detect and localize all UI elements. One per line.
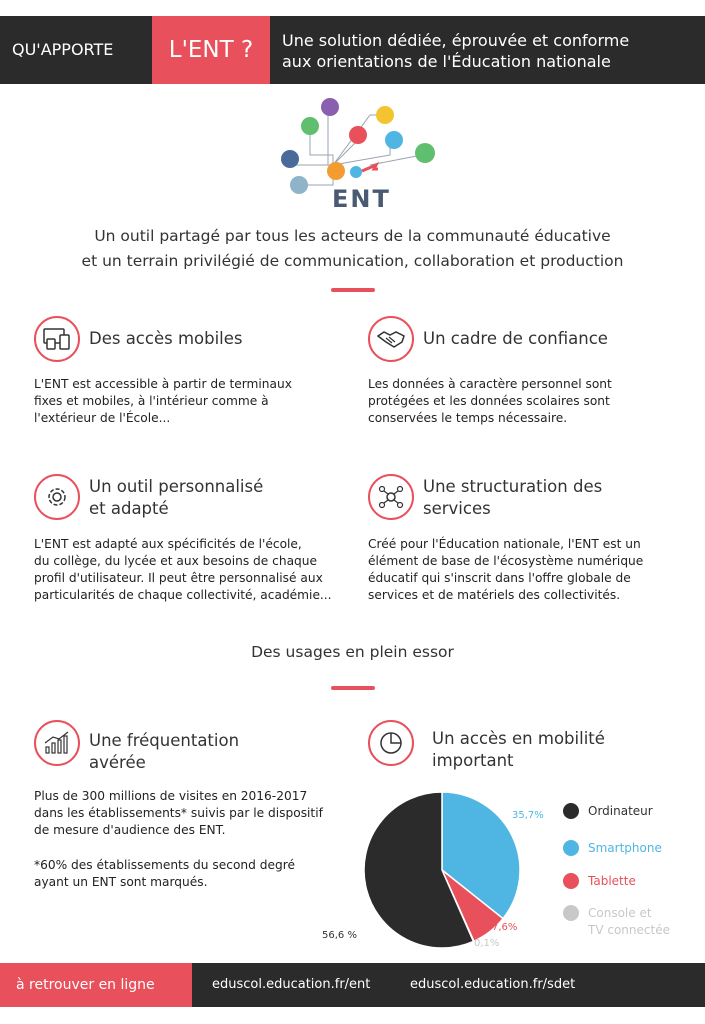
pie-label-console: 0,1% — [474, 938, 500, 949]
mail-icon — [321, 98, 339, 116]
gear-icon — [34, 474, 80, 520]
header-subtitle — [282, 30, 682, 72]
header-highlight: L'ENT ? — [152, 16, 270, 84]
feature-body-line: Les données à caractère personnel sont — [368, 377, 612, 391]
growth-chart-icon — [34, 720, 80, 766]
feature-body-line: services et de matériels des collectivités. — [368, 588, 621, 602]
feature-body-line: l'extérieur de l'École... — [34, 411, 171, 425]
pie-label-tablette: 7,6% — [492, 922, 518, 933]
feature-note-line: *60% des établissements du second degré — [34, 858, 295, 872]
header-subtitle-line1: Une solution dédiée, éprouvée et conforme — [282, 31, 630, 50]
feature-title-line: et adapté — [89, 499, 169, 518]
legend-swatch — [563, 840, 579, 856]
feature-body-line: L'ENT est adapté aux spécificités de l'école, — [34, 537, 302, 551]
feature-body — [368, 536, 678, 604]
feature-body-line: profil d'utilisateur. Il peut être personnalisé aux — [34, 571, 323, 585]
network-icon — [368, 474, 414, 520]
feature-title-line: Un accès en mobilité — [432, 729, 605, 748]
legend-swatch — [563, 803, 579, 819]
header-left-text: QU'APPORTE — [12, 40, 114, 59]
book-icon — [290, 176, 308, 194]
feature-body — [34, 376, 344, 427]
footer-link-ent[interactable]: eduscol.education.fr/ent — [212, 977, 371, 992]
footer-label: à retrouver en ligne — [0, 963, 192, 1007]
header-banner — [0, 16, 705, 84]
intro-line1: Un outil partagé par tous les acteurs de la communauté éducative — [94, 227, 611, 245]
divider-1 — [331, 288, 375, 292]
feature-title-line: important — [432, 751, 514, 770]
feature-title: Un cadre de confiance — [423, 329, 608, 348]
legend-label: Smartphone — [588, 841, 662, 855]
feature-body-line: élément de base de l'écosystème numérique — [368, 554, 644, 568]
feature-body-line: protégées et les données scolaires sont — [368, 394, 610, 408]
frequentation-body — [34, 788, 344, 891]
legend-swatch — [563, 905, 579, 921]
feature-title: Des accès mobiles — [89, 329, 243, 348]
feature-body — [34, 536, 344, 604]
legend-label-line: Console et — [588, 906, 652, 920]
ent-logo-text: ENT — [332, 185, 391, 213]
feature-title — [423, 476, 683, 520]
feature-body — [368, 376, 678, 427]
legend-swatch — [563, 873, 579, 889]
handshake-icon — [368, 316, 414, 362]
usages-title: Des usages en plein essor — [251, 643, 454, 661]
key-icon — [362, 165, 378, 171]
legend-item-console — [563, 905, 670, 939]
pie-legend — [563, 803, 670, 954]
intro-text — [20, 224, 685, 274]
feature-title-line: avérée — [89, 753, 146, 772]
feature-title-line: Un outil personnalisé — [89, 477, 264, 496]
devices-icon — [34, 316, 80, 362]
search-icon — [327, 162, 345, 180]
users-icon — [301, 117, 319, 135]
feature-title-line: Une structuration des — [423, 477, 603, 496]
feature-body-line: du collège, du lycée et aux besoins de chaque — [34, 554, 318, 568]
feature-title-line: services — [423, 499, 491, 518]
feature-note-line: ayant un ENT sont marqués. — [34, 875, 208, 889]
bulb-icon — [376, 106, 394, 124]
legend-label: Tablette — [588, 874, 636, 888]
legend-item-smartphone — [563, 840, 670, 857]
legend-label-line: TV connectée — [588, 923, 670, 937]
intro-line2: et un terrain privilégié de communication, collaboration et production — [81, 252, 624, 270]
pie-label-smartphone: 35,7% — [512, 810, 544, 821]
feature-title — [89, 730, 349, 774]
tablet-icon — [385, 131, 403, 149]
legend-label: Ordinateur — [588, 804, 653, 818]
share-icon — [281, 150, 299, 168]
pie-chart-icon — [368, 720, 414, 766]
footer-link-sdet[interactable]: eduscol.education.fr/sdet — [410, 977, 576, 992]
feature-body-line: de mesure d'audience des ENT. — [34, 823, 226, 837]
feature-body-line: L'ENT est accessible à partir de terminaux — [34, 377, 292, 391]
pie-label-ordinateur: 56,6 % — [322, 930, 357, 941]
feature-body-line: Plus de 300 millions de visites en 2016-2017 — [34, 789, 308, 803]
feature-body-line: Créé pour l'Éducation nationale, l'ENT est un — [368, 537, 641, 551]
header-subtitle-line2: aux orientations de l'Éducation nationale — [282, 52, 611, 71]
feature-body-line: particularités de chaque collectivité, académie... — [34, 588, 332, 602]
feature-title — [432, 728, 692, 772]
feature-body-line: conservées le temps nécessaire. — [368, 411, 568, 425]
feature-body-line: fixes et mobiles, à l'intérieur comme à — [34, 394, 269, 408]
legend-label — [588, 905, 670, 939]
divider-2 — [331, 686, 375, 690]
feature-body-line: éducatif qui s'inscrit dans l'offre globale de — [368, 571, 631, 585]
feature-body-line: dans les établissements* suivis par le dispositif — [34, 806, 323, 820]
legend-item-tablette — [563, 873, 670, 890]
feature-title — [89, 476, 349, 520]
chat-icon — [349, 126, 367, 144]
legend-item-ordinateur — [563, 803, 670, 820]
node-icon — [415, 143, 435, 163]
feature-title-line: Une fréquentation — [89, 731, 240, 750]
footer-banner — [0, 963, 705, 1007]
